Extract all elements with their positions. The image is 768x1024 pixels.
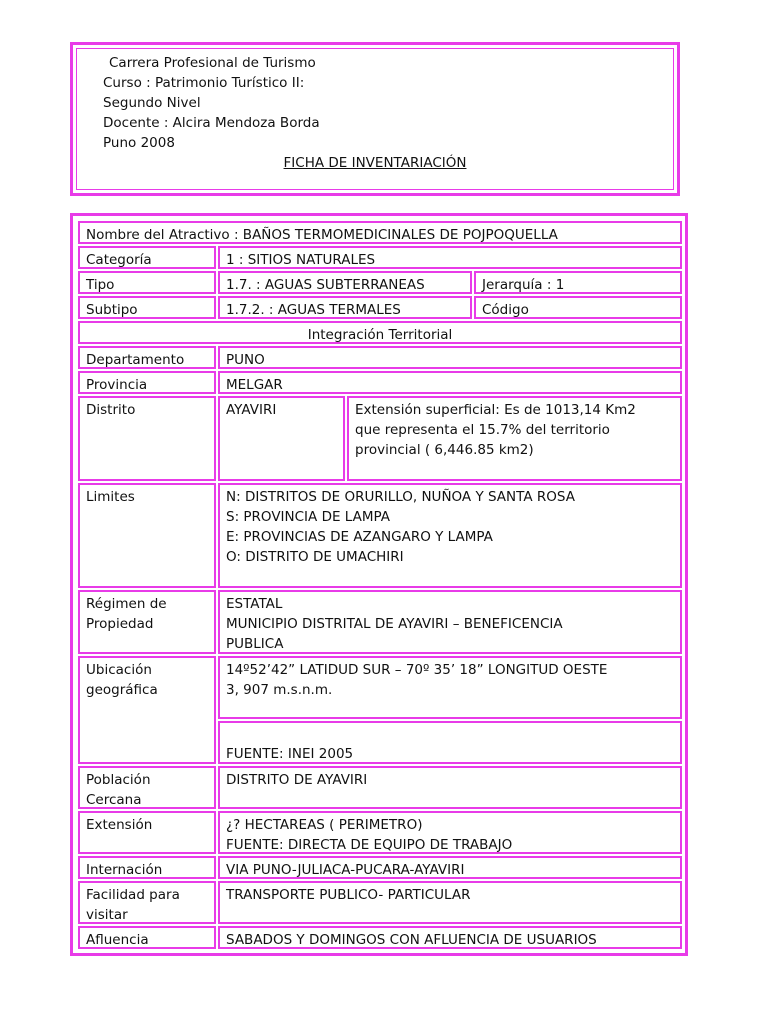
code-cell	[474, 296, 682, 319]
document-title: FICHA DE INVENTARIACIÓN	[283, 155, 467, 171]
coordinates-value: 14º52’42” LATIDUD SUR – 70º 35’ 18” LONGITUD OESTE	[226, 662, 608, 678]
code-label: Código	[482, 302, 529, 318]
location-label-line: Ubicación	[86, 662, 152, 678]
extension-value-line: FUENTE: DIRECTA DE EQUIPO DE TRABAJO	[226, 837, 513, 853]
visit-facility-label-cell	[78, 881, 216, 924]
type-label-cell	[78, 271, 216, 294]
location-value-cell	[218, 656, 682, 719]
header-box	[70, 42, 680, 196]
limits-south: S: PROVINCIA DE LAMPA	[226, 509, 391, 525]
extension-label: Extensión	[86, 817, 153, 833]
extension-value-cell	[218, 811, 682, 854]
subtype-label: Subtipo	[86, 302, 138, 318]
limits-north: N: DISTRITOS DE ORURILLO, NUÑOA Y SANTA ROSA	[226, 489, 575, 505]
access-label-cell	[78, 856, 216, 879]
ownership-value-line: PUBLICA	[226, 636, 284, 652]
attendance-value-cell	[218, 926, 682, 949]
district-value: AYAVIRI	[226, 402, 277, 418]
category-label-cell	[78, 246, 216, 269]
ownership-value-line: ESTATAL	[226, 596, 283, 612]
location-source: FUENTE: INEI 2005	[226, 746, 354, 762]
province-label: Provincia	[86, 377, 148, 393]
category-value: 1 : SITIOS NATURALES	[226, 252, 376, 268]
ownership-value-cell	[218, 590, 682, 654]
surface-extension-cell	[347, 396, 682, 481]
attraction-name: Nombre del Atractivo : BAÑOS TERMOMEDICINALES DE POJPOQUELLA	[86, 227, 558, 243]
location-label-cell	[78, 656, 216, 764]
location-label-line: geográfica	[86, 682, 158, 698]
surface-extension-line: que representa el 15.7% del territorio	[355, 422, 610, 438]
extension-label-cell	[78, 811, 216, 854]
territorial-integration-cell	[78, 321, 682, 344]
ownership-label-cell	[78, 590, 216, 654]
visit-facility-value-cell	[218, 881, 682, 924]
access-label: Internación	[86, 862, 163, 878]
province-value-cell	[218, 371, 682, 394]
visit-facility-label-line: Facilidad para	[86, 887, 180, 903]
limits-east: E: PROVINCIAS DE AZANGARO Y LAMPA	[226, 529, 493, 545]
extension-value-line: ¿? HECTAREAS ( PERIMETRO)	[226, 817, 423, 833]
attendance-label: Afluencia	[86, 932, 149, 948]
district-label: Distrito	[86, 402, 136, 418]
access-value: VIA PUNO-JULIACA-PUCARA-AYAVIRI	[226, 862, 465, 878]
altitude-value: 3, 907 m.s.n.m.	[226, 682, 333, 698]
population-label-line: Cercana	[86, 792, 142, 808]
population-label-line: Población	[86, 772, 151, 788]
header-line-level: Segundo Nivel	[103, 95, 201, 111]
subtype-value-cell	[218, 296, 472, 319]
province-value: MELGAR	[226, 377, 283, 393]
population-value-cell	[218, 766, 682, 809]
location-source-cell	[218, 721, 682, 764]
department-value-cell	[218, 346, 682, 369]
type-value-cell	[218, 271, 472, 294]
surface-extension-line: provincial ( 6,446.85 km2)	[355, 442, 534, 458]
province-label-cell	[78, 371, 216, 394]
limits-label: Limites	[86, 489, 135, 505]
header-line-year: Puno 2008	[103, 135, 175, 151]
ownership-value-line: MUNICIPIO DISTRITAL DE AYAVIRI – BENEFICENCIA	[226, 616, 563, 632]
district-label-cell	[78, 396, 216, 481]
subtype-value: 1.7.2. : AGUAS TERMALES	[226, 302, 401, 318]
territorial-integration-heading: Integración Territorial	[307, 327, 453, 343]
attendance-value: SABADOS Y DOMINGOS CON AFLUENCIA DE USUARIOS	[226, 932, 597, 948]
department-value: PUNO	[226, 352, 265, 368]
department-label: Departamento	[86, 352, 185, 368]
limits-label-cell	[78, 483, 216, 588]
district-value-cell	[218, 396, 345, 481]
category-label: Categoría	[86, 252, 152, 268]
visit-facility-value: TRANSPORTE PUBLICO- PARTICULAR	[226, 887, 471, 903]
type-label: Tipo	[86, 277, 115, 293]
header-line-career: Carrera Profesional de Turismo	[109, 55, 316, 71]
attraction-name-cell	[78, 221, 682, 244]
inventory-form	[70, 213, 688, 956]
header-inner-border	[76, 48, 674, 190]
visit-facility-label-line: visitar	[86, 907, 128, 923]
surface-extension-line: Extensión superficial: Es de 1013,14 Km2	[355, 402, 636, 418]
subtype-label-cell	[78, 296, 216, 319]
header-line-course: Curso : Patrimonio Turístico II:	[103, 75, 305, 91]
limits-value-cell	[218, 483, 682, 588]
department-label-cell	[78, 346, 216, 369]
hierarchy-value: Jerarquía : 1	[482, 277, 565, 293]
access-value-cell	[218, 856, 682, 879]
limits-west: O: DISTRITO DE UMACHIRI	[226, 549, 404, 565]
ownership-label-line: Propiedad	[86, 616, 154, 632]
category-value-cell	[218, 246, 682, 269]
header-line-teacher: Docente : Alcira Mendoza Borda	[103, 115, 320, 131]
population-value: DISTRITO DE AYAVIRI	[226, 772, 368, 788]
hierarchy-cell	[474, 271, 682, 294]
attendance-label-cell	[78, 926, 216, 949]
type-value: 1.7. : AGUAS SUBTERRANEAS	[226, 277, 425, 293]
population-label-cell	[78, 766, 216, 809]
ownership-label-line: Régimen de	[86, 596, 167, 612]
